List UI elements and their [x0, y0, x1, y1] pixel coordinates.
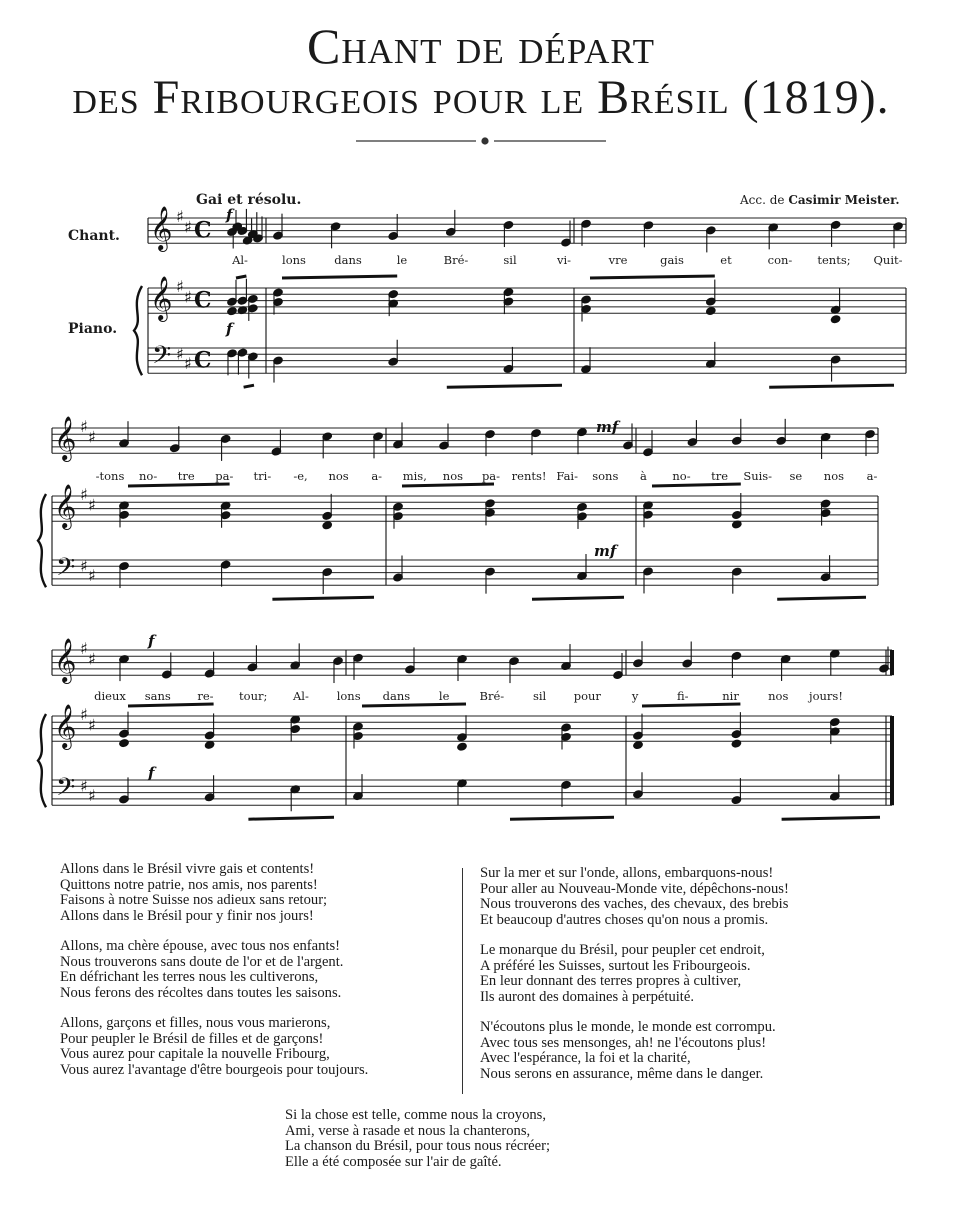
tempo-marking: Gai et résolu. — [196, 192, 302, 208]
lyric-syllable: sons — [592, 469, 619, 483]
time-signature: C — [194, 287, 212, 314]
column-divider — [462, 868, 463, 1094]
dynamic-marking: f — [226, 320, 233, 338]
piano-brace — [38, 714, 46, 807]
title-line-1: Chant de départ — [306, 18, 656, 74]
lyric-syllable: dieux — [94, 689, 126, 703]
sharp-sign: ♯ — [88, 495, 96, 515]
lyric-syllable: le — [438, 689, 450, 703]
lyric-syllable: con- — [767, 253, 793, 267]
lyric-syllable: tri- — [253, 469, 272, 483]
title-ornament — [356, 138, 606, 144]
sharp-sign: ♯ — [80, 705, 88, 724]
lyric-syllable: a- — [371, 469, 383, 483]
left-stanza — [60, 862, 368, 924]
verse-line: La chanson du Brésil, pour tous nous récréer; — [285, 1138, 551, 1154]
lyric-syllable: Suis- — [743, 469, 773, 483]
verse-line: N'écoutons plus le monde, le monde est corrompu. — [480, 1019, 776, 1035]
lyric-syllable: tre — [711, 469, 729, 483]
verse-line: Vous aurez l'avantage d'être bourgeois pour toujours. — [60, 1061, 369, 1078]
lyric-syllable: Fai- — [556, 469, 579, 483]
verse-line: Ami, verse à rasade et nous la chanterons, — [285, 1122, 531, 1139]
verse-line: Le monarque du Brésil, pour peupler cet endroit, — [480, 942, 765, 958]
beam — [642, 704, 740, 706]
verse-line: Sur la mer et sur l'onde, allons, embarquons-nous! — [480, 865, 774, 881]
verse-line: Nous serons en assurance, même dans le danger. — [480, 1065, 764, 1082]
verse-line: Nous trouverons des vaches, des chevaux, des brebis — [480, 896, 789, 912]
lyric-syllable: pa- — [481, 469, 501, 483]
sharp-sign: ♯ — [80, 639, 88, 658]
verse-line: En leur donnant des terres propres à cultiver, — [480, 973, 742, 989]
sharp-sign: ♯ — [176, 344, 184, 364]
beam — [128, 704, 214, 706]
sharp-sign: ♯ — [80, 417, 88, 436]
beam — [244, 385, 254, 387]
treble-clef: 𝄞 — [54, 484, 77, 528]
lyric-syllable: Al- — [232, 253, 248, 267]
treble-clef: 𝄞 — [54, 638, 77, 682]
lyric-syllable: no- — [672, 469, 691, 483]
sharp-sign: ♯ — [80, 485, 88, 504]
sharp-sign: ♯ — [184, 217, 192, 237]
verse-line: Quittons notre patrie, nos amis, nos parents! — [60, 876, 318, 893]
staff-systems — [38, 206, 906, 819]
lyric-syllable: y — [631, 689, 639, 703]
treble-clef: 𝄞 — [150, 276, 173, 320]
lyric-syllable: rents! — [511, 469, 547, 483]
lyric-syllable: le — [396, 253, 408, 267]
piano-treble-chord-note — [706, 306, 716, 315]
lyric-syllable: gais — [660, 253, 684, 267]
closing-verse — [285, 1108, 550, 1170]
beam — [782, 817, 880, 819]
lyric-syllable: se — [789, 469, 803, 483]
beam — [402, 484, 494, 486]
sharp-sign: ♯ — [88, 427, 96, 447]
verse-line: Elle a été composée sur l'air de gaîté. — [285, 1153, 502, 1170]
sharp-sign: ♯ — [184, 287, 192, 307]
beam — [532, 597, 624, 599]
verse-line: Allons dans le Brésil vivre gais et contents! — [60, 861, 315, 877]
lyric-syllable: sil — [532, 689, 547, 703]
beam — [248, 817, 334, 819]
piano-treble-chord-note — [457, 742, 467, 751]
time-signature: C — [194, 217, 212, 244]
treble-clef: 𝄞 — [54, 704, 77, 748]
sharp-sign: ♯ — [80, 776, 88, 796]
right-stanza — [480, 1020, 789, 1082]
beam — [128, 484, 230, 486]
lyric-syllable: sil — [503, 253, 517, 267]
lyric-syllable: no- — [138, 469, 158, 483]
title-line-2: des Fribourgeois pour le Brésil (1819). — [72, 71, 890, 124]
verse-line: Vous aurez pour capitale la nouvelle Fribourg, — [60, 1046, 330, 1062]
beam — [282, 276, 397, 278]
verse-line: Allons, ma chère épouse, avec tous nos enfants! — [60, 938, 341, 954]
bass-clef: 𝄢 — [152, 341, 172, 376]
part-label-piano: Piano. — [68, 321, 118, 337]
verse-line: Si la chose est telle, comme nous la croyons, — [285, 1107, 547, 1123]
verse-line: Nous ferons des récoltes dans toutes les saisons. — [60, 984, 342, 1001]
lyrics-layer — [94, 253, 902, 703]
accompaniment-composer: Casimir Meister. — [788, 193, 900, 207]
verse-line: Faisons à notre Suisse nos adieux sans retour; — [60, 892, 328, 908]
lyric-syllable: a- — [866, 469, 878, 483]
verse-column-right — [480, 866, 789, 1097]
sharp-sign: ♯ — [88, 565, 96, 585]
piano-brace — [38, 494, 46, 587]
dynamic-marking: f — [148, 632, 155, 650]
time-signature: C — [194, 347, 212, 374]
beam — [272, 597, 374, 599]
right-stanza — [480, 943, 789, 1005]
verse-line: Allons dans le Brésil pour y finir nos jours! — [60, 907, 314, 924]
piano-treble-chord-note — [830, 315, 840, 324]
treble-clef: 𝄞 — [150, 206, 173, 250]
beam — [447, 385, 562, 387]
piano-brace — [134, 286, 142, 375]
lyric-syllable: nir — [722, 689, 739, 703]
sharp-sign: ♯ — [184, 353, 192, 373]
verse-column-left — [60, 862, 368, 1093]
sharp-sign: ♯ — [88, 785, 96, 805]
lyric-syllable: Bré- — [443, 253, 469, 267]
piano-treble-chord-note — [204, 740, 214, 749]
dynamic-marking: f — [226, 206, 233, 224]
verse-line: Avec l'espérance, la foi et la charité, — [480, 1050, 691, 1066]
lyric-syllable: pa- — [215, 469, 234, 483]
sharp-sign: ♯ — [176, 207, 184, 226]
verse-line: A préféré les Suisses, surtout les Fribourgeois. — [480, 957, 751, 974]
lyric-syllable: nos — [328, 469, 349, 483]
piano-treble-chord-note — [731, 739, 741, 748]
dynamic-marking: mf — [594, 542, 617, 560]
beam — [362, 704, 466, 706]
lyric-syllable: tents; — [817, 253, 851, 267]
piano-treble-chord-note — [633, 741, 643, 750]
verse-line: Pour aller au Nouveau-Monde vite, dépêchons-nous! — [480, 880, 789, 897]
verse-line: Pour peupler le Brésil de filles et de garçons! — [60, 1030, 324, 1047]
lyric-syllable: nos — [823, 469, 845, 483]
lyric-syllable: jours! — [809, 689, 843, 703]
lyric-syllable: nos — [768, 689, 789, 703]
bass-clef: 𝄢 — [56, 553, 76, 588]
lyric-syllable: vi- — [556, 253, 572, 267]
lyric-syllable: fi- — [677, 689, 689, 703]
beam — [236, 276, 246, 278]
verse-line: En défrichant les terres nous les cultiverons, — [60, 969, 319, 985]
piano-treble-chord-note — [227, 307, 237, 316]
beam — [769, 385, 894, 387]
piano-treble-chord-note — [119, 739, 129, 748]
verse-line: Ils auront des domaines à perpétuité. — [480, 988, 694, 1005]
treble-clef: 𝄞 — [54, 416, 77, 460]
lyric-syllable: à — [639, 469, 647, 483]
lyric-syllable: tour; — [239, 689, 268, 703]
left-stanza — [60, 939, 368, 1001]
accompaniment-credit — [739, 193, 900, 207]
verse-line: Nous trouverons sans doute de l'or et de l'argent. — [60, 953, 344, 970]
verse-line: Et beaucoup d'autres choses qu'on nous a promis. — [480, 911, 769, 928]
lyric-syllable: mis, — [402, 469, 427, 483]
beam — [590, 276, 715, 278]
lyric-syllable: nos — [442, 469, 464, 483]
lyric-syllable: -tons — [95, 469, 125, 483]
lyric-syllable: Bré- — [479, 689, 505, 703]
lyric-syllable: et — [720, 253, 732, 267]
accompaniment-prefix: Acc. de — [740, 193, 785, 207]
lyric-syllable: sans — [144, 689, 171, 703]
verse-line: Avec tous ses mensonges, ah! ne l'écoutons plus! — [480, 1034, 767, 1051]
dynamic-marking: mf — [596, 418, 619, 436]
beam — [510, 817, 614, 819]
lyric-syllable: pour — [573, 689, 601, 703]
lyric-syllable: tre — [177, 469, 195, 483]
lyric-syllable: Al- — [292, 689, 309, 703]
lyric-syllable: re- — [197, 689, 214, 703]
lyric-syllable: lons — [282, 253, 306, 267]
part-label-voice: Chant. — [68, 228, 120, 244]
piano-treble-chord-note — [322, 521, 332, 530]
lyric-syllable: dans — [334, 253, 362, 267]
bass-clef: 𝄢 — [56, 773, 76, 808]
sharp-sign: ♯ — [80, 556, 88, 576]
right-stanza — [480, 866, 789, 928]
beam — [777, 597, 866, 599]
sharp-sign: ♯ — [88, 715, 96, 735]
verse-line: Allons, garçons et filles, nous vous marierons, — [60, 1015, 331, 1031]
beam — [652, 484, 741, 486]
lyric-syllable: dans — [382, 689, 411, 703]
sharp-sign: ♯ — [176, 277, 184, 296]
sharp-sign: ♯ — [88, 649, 96, 669]
dynamic-marking: f — [148, 764, 155, 782]
lyric-syllable: Quit- — [873, 253, 903, 267]
lyric-syllable: lons — [336, 689, 361, 703]
lyric-syllable: -e, — [293, 469, 308, 483]
lyric-syllable: vre — [608, 253, 628, 267]
left-stanza — [60, 1016, 368, 1078]
